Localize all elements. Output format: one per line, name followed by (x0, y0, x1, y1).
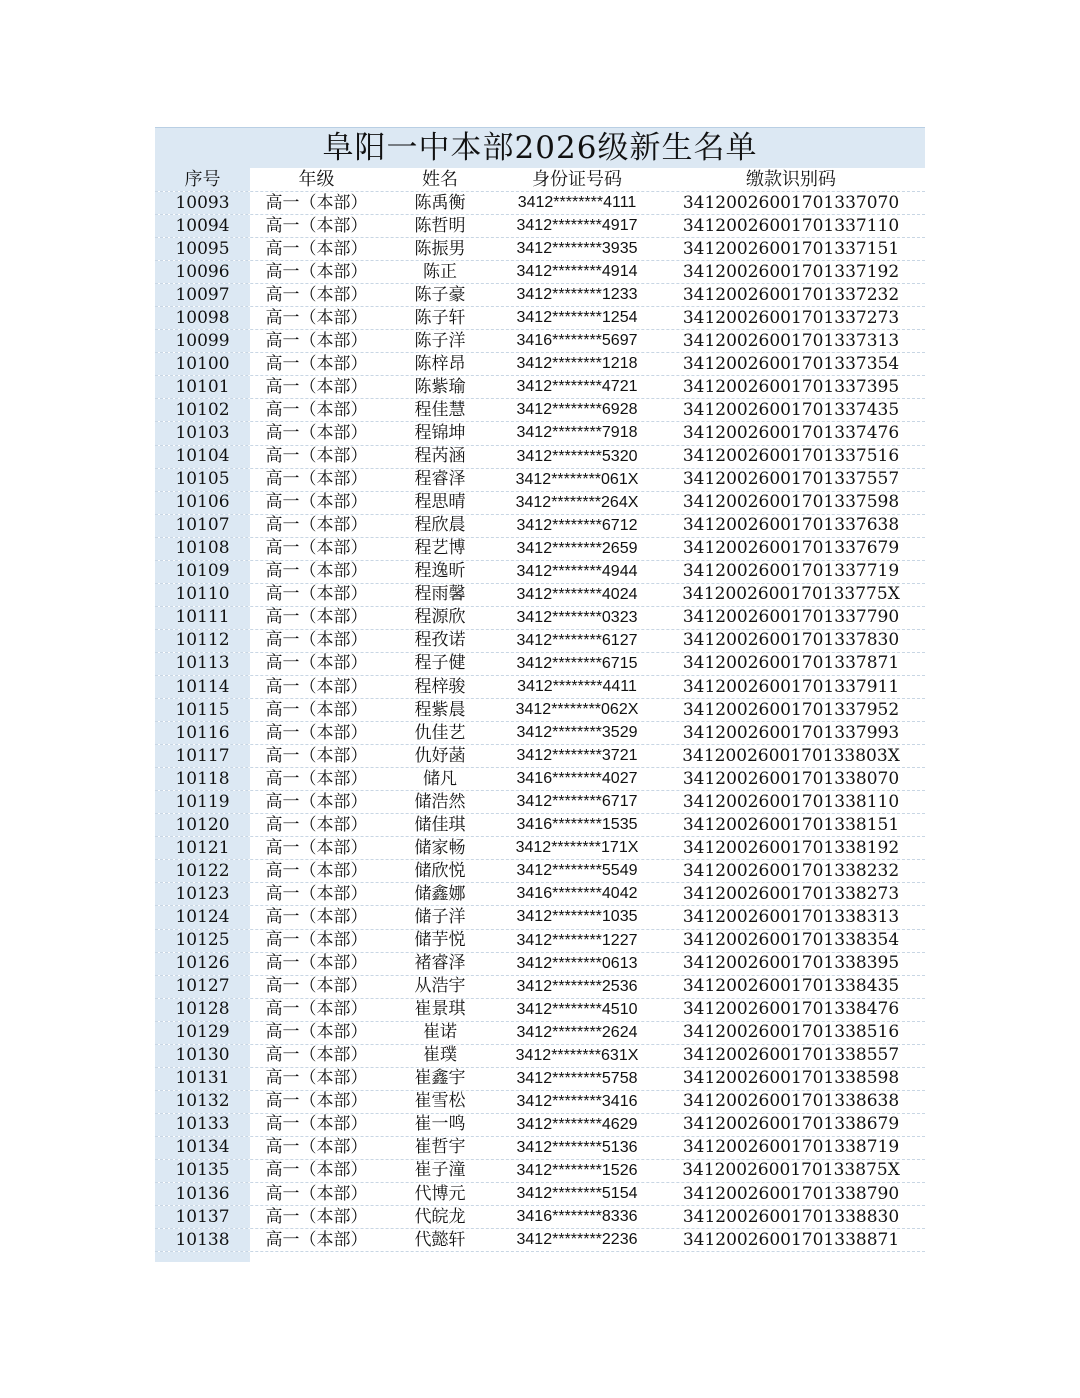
table-row (155, 1068, 925, 1091)
row-name: 代皖龙 (414, 1206, 466, 1227)
row-name: 崔子潼 (414, 1160, 466, 1181)
row-id-number: 3412********2536 (516, 977, 638, 995)
row-name: 储佳琪 (414, 814, 466, 835)
row-seq: 10113 (155, 653, 250, 675)
row-seq: 10102 (155, 399, 250, 421)
row-grade: 高一（本部） (265, 814, 368, 835)
row-payment-code: 34120026001701338790 (682, 1183, 900, 1204)
row-payment-code: 34120026001701338151 (682, 814, 900, 835)
row-seq: 10117 (155, 745, 250, 767)
row-payment-code: 34120026001701337557 (682, 469, 900, 490)
table-row (155, 376, 925, 399)
table-row (155, 538, 925, 561)
row-seq: 10112 (155, 630, 250, 652)
table-row (155, 584, 925, 607)
row-payment-code: 34120026001701337871 (682, 653, 900, 674)
row-id-number: 3412********7918 (516, 424, 638, 442)
row-grade: 高一（本部） (265, 1068, 368, 1089)
row-grade: 高一（本部） (265, 353, 368, 374)
row-payment-code: 34120026001701338557 (682, 1045, 900, 1066)
table-row (155, 814, 925, 837)
row-grade: 高一（本部） (265, 906, 368, 927)
row-id-number: 3412********4111 (517, 194, 637, 212)
row-seq: 10126 (155, 953, 250, 975)
row-grade: 高一（本部） (265, 722, 368, 743)
row-id-number: 3412********3935 (516, 240, 638, 258)
row-seq: 10121 (155, 837, 250, 859)
row-name: 程逸昕 (414, 561, 466, 582)
table-row (155, 1206, 925, 1229)
row-seq: 10124 (155, 906, 250, 928)
table-row (155, 446, 925, 469)
row-payment-code: 34120026001701337354 (682, 353, 900, 374)
row-name: 陈梓昂 (414, 353, 466, 374)
row-name: 储浩然 (414, 791, 466, 812)
row-grade: 高一（本部） (265, 653, 368, 674)
row-id-number: 3412********6717 (516, 793, 638, 811)
row-grade: 高一（本部） (265, 930, 368, 951)
row-grade: 高一（本部） (265, 284, 368, 305)
table-row (155, 192, 925, 215)
table-header (155, 168, 925, 192)
table-row (155, 653, 925, 676)
row-seq: 10133 (155, 1114, 250, 1136)
row-name: 陈禹衡 (414, 192, 466, 213)
row-id-number: 3412********5549 (516, 862, 638, 880)
row-name: 陈正 (423, 261, 457, 282)
row-id-number: 3412********4721 (516, 378, 638, 396)
row-id-number: 3412********062X (515, 701, 639, 719)
row-payment-code: 34120026001701338354 (682, 930, 900, 951)
row-id-number: 3412********2624 (516, 1023, 638, 1041)
table-row (155, 722, 925, 745)
row-id-number: 3412********1233 (516, 286, 638, 304)
row-grade: 高一（本部） (265, 1160, 368, 1181)
row-name: 代博元 (414, 1183, 466, 1204)
row-name: 崔诺 (423, 1022, 457, 1043)
table-row (155, 930, 925, 953)
table-row (155, 630, 925, 653)
table-row (155, 999, 925, 1022)
row-seq: 10135 (155, 1160, 250, 1182)
row-id-number: 3412********4917 (516, 217, 638, 235)
row-payment-code: 34120026001701337476 (682, 422, 900, 443)
row-seq: 10114 (155, 676, 250, 698)
row-payment-code: 34120026001701337273 (682, 307, 900, 328)
row-seq: 10128 (155, 999, 250, 1021)
row-payment-code: 34120026001701337435 (682, 399, 900, 420)
row-seq: 10106 (155, 492, 250, 514)
row-seq: 10095 (155, 238, 250, 260)
table-row (155, 284, 925, 307)
row-name: 储凡 (423, 768, 457, 789)
row-seq: 10108 (155, 538, 250, 560)
row-seq: 10094 (155, 215, 250, 237)
row-grade: 高一（本部） (265, 1091, 368, 1112)
row-name: 陈哲明 (414, 215, 466, 236)
row-payment-code: 34120026001701338313 (682, 906, 900, 927)
table-row (155, 238, 925, 261)
table-row (155, 976, 925, 999)
row-payment-code: 3412002600170133875X (682, 1160, 900, 1181)
row-payment-code: 34120026001701338435 (682, 976, 900, 997)
row-payment-code: 34120026001701337790 (682, 607, 900, 628)
row-payment-code: 34120026001701337830 (682, 630, 900, 651)
table-row (155, 837, 925, 860)
row-grade: 高一（本部） (265, 399, 368, 420)
row-id-number: 3412********0613 (516, 954, 638, 972)
table-row (155, 860, 925, 883)
row-id-number: 3412********631X (515, 1046, 639, 1064)
table-row (155, 1022, 925, 1045)
row-grade: 高一（本部） (265, 1022, 368, 1043)
row-payment-code: 34120026001701338516 (682, 1022, 900, 1043)
header-seq: 序号 (155, 168, 250, 191)
table-row (155, 883, 925, 906)
row-name: 程睿泽 (414, 469, 466, 490)
row-id-number: 3412********4629 (516, 1115, 638, 1133)
row-grade: 高一（本部） (265, 538, 368, 559)
row-payment-code: 34120026001701338192 (682, 837, 900, 858)
row-name: 储鑫娜 (414, 883, 466, 904)
table-body (155, 192, 925, 1252)
table-row (155, 745, 925, 768)
row-seq: 10097 (155, 284, 250, 306)
row-grade: 高一（本部） (265, 261, 368, 282)
row-grade: 高一（本部） (265, 1229, 368, 1250)
row-name: 储芋悦 (414, 930, 466, 951)
row-seq: 10116 (155, 722, 250, 744)
row-id-number: 3412********6715 (516, 654, 638, 672)
row-payment-code: 34120026001701338598 (682, 1068, 900, 1089)
row-grade: 高一（本部） (265, 561, 368, 582)
row-grade: 高一（本部） (265, 307, 368, 328)
row-seq: 10118 (155, 768, 250, 790)
row-name: 程佳慧 (414, 399, 466, 420)
row-id-number: 3416********4027 (516, 770, 638, 788)
row-name: 储欣悦 (414, 860, 466, 881)
row-seq: 10109 (155, 561, 250, 583)
row-seq: 10120 (155, 814, 250, 836)
page-title: 阜阳一中本部2026级新生名单 (322, 129, 758, 166)
row-grade: 高一（本部） (265, 607, 368, 628)
row-id-number: 3412********6928 (516, 401, 638, 419)
row-grade: 高一（本部） (265, 768, 368, 789)
row-seq: 10137 (155, 1206, 250, 1228)
row-name: 程艺博 (414, 538, 466, 559)
row-seq: 10134 (155, 1137, 250, 1159)
row-seq: 10093 (155, 192, 250, 214)
row-grade: 高一（本部） (265, 630, 368, 651)
table-row (155, 1114, 925, 1137)
row-id-number: 3416********8336 (516, 1208, 638, 1226)
row-payment-code: 34120026001701337638 (682, 515, 900, 536)
row-grade: 高一（本部） (265, 492, 368, 513)
row-grade: 高一（本部） (265, 376, 368, 397)
row-name: 陈振男 (414, 238, 466, 259)
row-id-number: 3412********5136 (516, 1138, 638, 1156)
row-grade: 高一（本部） (265, 469, 368, 490)
row-id-number: 3416********5697 (516, 332, 638, 350)
row-id-number: 3412********5154 (516, 1185, 638, 1203)
row-grade: 高一（本部） (265, 215, 368, 236)
bottom-strip (155, 1252, 925, 1262)
row-seq: 10131 (155, 1068, 250, 1090)
row-seq: 10138 (155, 1229, 250, 1251)
row-grade: 高一（本部） (265, 976, 368, 997)
row-seq: 10105 (155, 469, 250, 491)
row-name: 崔鑫宇 (414, 1068, 466, 1089)
header-code: 缴款识别码 (746, 168, 836, 190)
row-payment-code: 34120026001701338232 (682, 860, 900, 881)
row-id-number: 3412********6712 (516, 516, 638, 534)
row-payment-code: 34120026001701338638 (682, 1091, 900, 1112)
row-seq: 10111 (155, 607, 250, 629)
row-grade: 高一（本部） (265, 1183, 368, 1204)
row-name: 程思晴 (414, 492, 466, 513)
row-name: 崔景琪 (414, 999, 466, 1020)
row-seq: 10127 (155, 976, 250, 998)
table-row (155, 1160, 925, 1183)
row-name: 程源欣 (414, 607, 466, 628)
row-name: 崔哲宇 (414, 1137, 466, 1158)
row-grade: 高一（本部） (265, 1206, 368, 1227)
row-id-number: 3412********4944 (516, 562, 638, 580)
table-row (155, 699, 925, 722)
row-name: 程子健 (414, 653, 466, 674)
row-id-number: 3412********1227 (516, 931, 638, 949)
row-grade: 高一（本部） (265, 883, 368, 904)
row-name: 程雨馨 (414, 584, 466, 605)
table-row (155, 399, 925, 422)
row-name: 程锦坤 (414, 422, 466, 443)
row-grade: 高一（本部） (265, 999, 368, 1020)
row-payment-code: 34120026001701338110 (682, 791, 900, 812)
row-payment-code: 34120026001701338395 (682, 953, 900, 974)
row-id-number: 3412********4914 (516, 263, 638, 281)
row-grade: 高一（本部） (265, 330, 368, 351)
table-row (155, 515, 925, 538)
row-name: 陈紫瑜 (414, 376, 466, 397)
table-row (155, 676, 925, 699)
title-bar (155, 127, 925, 168)
table-row (155, 953, 925, 976)
row-grade: 高一（本部） (265, 238, 368, 259)
row-payment-code: 3412002600170133775X (682, 584, 900, 605)
row-seq: 10132 (155, 1091, 250, 1113)
row-payment-code: 34120026001701338070 (682, 768, 900, 789)
row-name: 代懿轩 (414, 1229, 466, 1250)
row-seq: 10136 (155, 1183, 250, 1205)
row-payment-code: 34120026001701338679 (682, 1114, 900, 1135)
row-seq: 10123 (155, 883, 250, 905)
table-row (155, 261, 925, 284)
row-name: 从浩宇 (414, 976, 466, 997)
row-grade: 高一（本部） (265, 446, 368, 467)
table-row (155, 422, 925, 445)
table-row (155, 561, 925, 584)
table-row (155, 1091, 925, 1114)
row-grade: 高一（本部） (265, 699, 368, 720)
row-name: 褚睿泽 (414, 953, 466, 974)
row-payment-code: 34120026001701337993 (682, 722, 900, 743)
row-payment-code: 34120026001701337516 (682, 446, 900, 467)
row-seq: 10107 (155, 515, 250, 537)
table-row (155, 906, 925, 929)
row-id-number: 3412********4510 (516, 1000, 638, 1018)
row-id-number: 3412********5320 (516, 447, 638, 465)
row-seq: 10129 (155, 1022, 250, 1044)
row-id-number: 3412********5758 (516, 1069, 638, 1087)
row-id-number: 3412********2659 (516, 539, 638, 557)
row-grade: 高一（本部） (265, 676, 368, 697)
table-row (155, 791, 925, 814)
table-row (155, 353, 925, 376)
row-name: 仇佳艺 (414, 722, 466, 743)
row-payment-code: 3412002600170133803X (682, 745, 900, 766)
table-row (155, 1137, 925, 1160)
row-grade: 高一（本部） (265, 860, 368, 881)
row-id-number: 3412********061X (515, 470, 639, 488)
table-row (155, 768, 925, 791)
table-row (155, 492, 925, 515)
row-payment-code: 34120026001701338719 (682, 1137, 900, 1158)
row-id-number: 3412********4411 (517, 678, 637, 695)
row-seq: 10130 (155, 1045, 250, 1067)
row-seq: 10098 (155, 307, 250, 329)
table-row (155, 1183, 925, 1206)
row-seq: 10110 (155, 584, 250, 606)
row-payment-code: 34120026001701337395 (682, 376, 900, 397)
row-id-number: 3412********1526 (516, 1161, 638, 1179)
row-payment-code: 34120026001701338830 (682, 1206, 900, 1227)
row-name: 崔璞 (423, 1045, 457, 1066)
row-name: 崔雪松 (414, 1091, 466, 1112)
row-name: 程欣晨 (414, 515, 466, 536)
row-payment-code: 34120026001701337192 (682, 261, 900, 282)
row-seq: 10122 (155, 860, 250, 882)
row-name: 储子洋 (414, 906, 466, 927)
row-grade: 高一（本部） (265, 837, 368, 858)
row-name: 陈子轩 (414, 307, 466, 328)
row-seq: 10104 (155, 446, 250, 468)
row-seq: 10125 (155, 930, 250, 952)
table-row (155, 1229, 925, 1252)
row-grade: 高一（本部） (265, 422, 368, 443)
row-grade: 高一（本部） (265, 745, 368, 766)
header-name: 姓名 (422, 168, 458, 190)
table-row (155, 1045, 925, 1068)
row-payment-code: 34120026001701337598 (682, 492, 900, 513)
row-payment-code: 34120026001701337313 (682, 330, 900, 351)
row-name: 程芮涵 (414, 446, 466, 467)
row-id-number: 3412********3416 (516, 1092, 638, 1110)
row-id-number: 3412********0323 (516, 608, 638, 626)
row-name: 崔一鸣 (414, 1114, 466, 1135)
row-id-number: 3412********171X (515, 839, 639, 857)
row-name: 程孜诺 (414, 630, 466, 651)
row-payment-code: 34120026001701337232 (682, 284, 900, 305)
row-name: 仇妤菡 (414, 745, 466, 766)
table-row (155, 215, 925, 238)
row-grade: 高一（本部） (265, 953, 368, 974)
row-id-number: 3412********3721 (516, 747, 638, 765)
row-seq: 10100 (155, 353, 250, 375)
row-grade: 高一（本部） (265, 515, 368, 536)
row-name: 储家畅 (414, 837, 466, 858)
table-row (155, 607, 925, 630)
row-id-number: 3412********2236 (516, 1231, 638, 1249)
row-grade: 高一（本部） (265, 192, 368, 213)
row-payment-code: 34120026001701337070 (682, 192, 900, 213)
table-row (155, 307, 925, 330)
row-payment-code: 34120026001701337110 (682, 215, 900, 236)
row-seq: 10115 (155, 699, 250, 721)
row-id-number: 3412********3529 (516, 724, 638, 742)
row-payment-code: 34120026001701337679 (682, 538, 900, 559)
student-list-sheet (155, 127, 925, 1262)
row-name: 程梓骏 (414, 676, 466, 697)
table-row (155, 469, 925, 492)
row-id-number: 3412********1218 (516, 355, 638, 373)
row-id-number: 3416********1535 (516, 816, 638, 834)
row-payment-code: 34120026001701338476 (682, 999, 900, 1020)
row-id-number: 3412********4024 (516, 585, 638, 603)
row-grade: 高一（本部） (265, 1045, 368, 1066)
row-seq: 10103 (155, 422, 250, 444)
row-seq: 10101 (155, 376, 250, 398)
row-payment-code: 34120026001701337151 (682, 238, 900, 259)
row-seq: 10119 (155, 791, 250, 813)
row-grade: 高一（本部） (265, 791, 368, 812)
row-id-number: 3412********1254 (516, 309, 638, 327)
row-payment-code: 34120026001701338871 (682, 1229, 900, 1250)
row-grade: 高一（本部） (265, 1137, 368, 1158)
row-grade: 高一（本部） (265, 584, 368, 605)
row-id-number: 3412********264X (515, 493, 639, 511)
header-id: 身份证号码 (532, 168, 622, 190)
header-grade: 年级 (298, 168, 335, 190)
row-seq: 10099 (155, 330, 250, 352)
row-grade: 高一（本部） (265, 1114, 368, 1135)
row-id-number: 3416********4042 (516, 885, 638, 903)
row-payment-code: 34120026001701337911 (682, 676, 900, 697)
row-id-number: 3412********1035 (516, 908, 638, 926)
row-payment-code: 34120026001701337719 (682, 561, 900, 582)
row-name: 程紫晨 (414, 699, 466, 720)
row-id-number: 3412********6127 (516, 631, 638, 649)
row-name: 陈子豪 (414, 284, 466, 305)
table-row (155, 330, 925, 353)
row-name: 陈子洋 (414, 330, 466, 351)
row-seq: 10096 (155, 261, 250, 283)
row-payment-code: 34120026001701337952 (682, 699, 900, 720)
row-payment-code: 34120026001701338273 (682, 883, 900, 904)
